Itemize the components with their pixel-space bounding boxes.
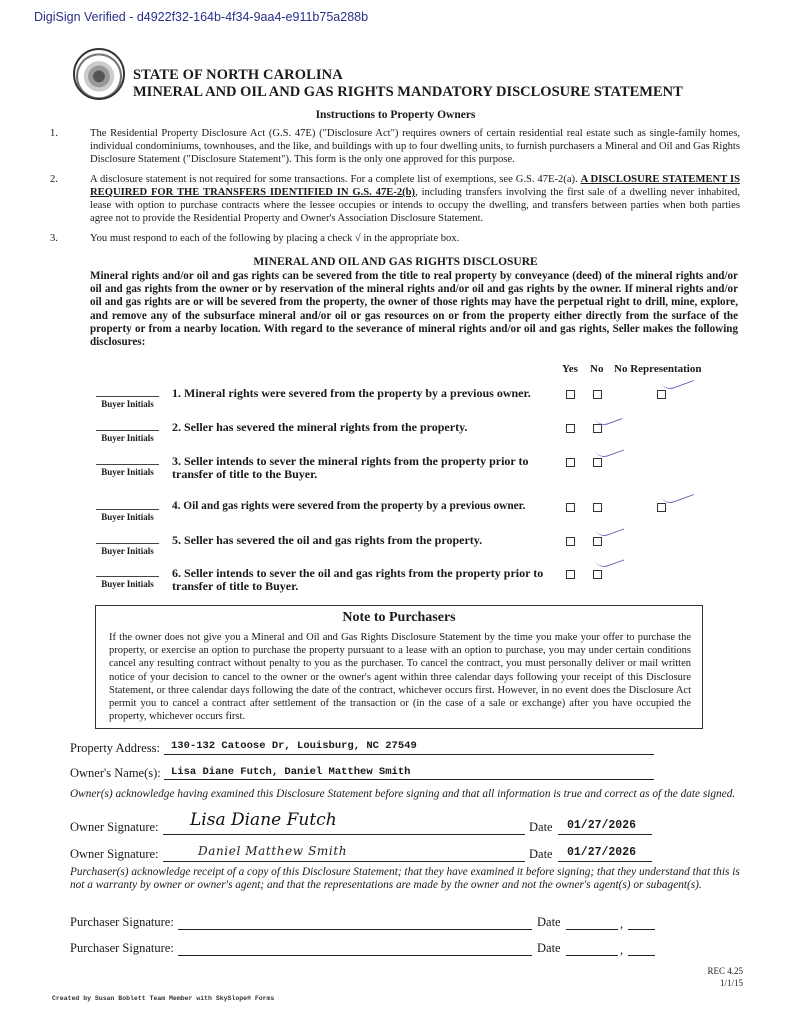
purchaser-signature-label: Purchaser Signature: [70,915,174,929]
purchaser-signature-1-field[interactable] [178,929,532,930]
checkbox-no[interactable] [593,503,602,512]
checkbox-no[interactable] [593,424,602,433]
note-body: If the owner does not give you a Mineral and Oil and Gas Rights Disclosure Statement by the time you make your offer to purchase the property, or exercise an option to purchase the property pursuant to a lease with an option to purchase, you may under certain conditions cancel any resulting contract without penalty to you as the purchaser. To cancel the contract, you must personally deliver or mail written notice of your decision to cancel to the owner or the owner's agent within three calendar days following your receipt of this Disclosure Statement, or three calendar days following the date of the contract, whichever occurs first. However, in no event does the Disclosure Act permit you to cancel a contract after settlement of the transaction or (in the case of a sale or exchange) after you have occupied the property, whichever occurs first. [109,632,691,723]
question-text: 4. Oil and gas rights were severed from the property by a previous owner. [172,500,526,512]
property-address-label: Property Address: [70,741,160,755]
document-title: MINERAL AND OIL AND GAS RIGHTS MANDATORY DISCLOSURE STATEMENT [133,84,683,100]
instruction-item-1 [50,128,740,167]
date-label: Date [537,915,561,929]
state-seal-icon [73,48,125,100]
disclosure-body: Mineral rights and/or oil and gas rights can be severed from the title to real property by conveyance (deed) of the mineral rights and/or oil and gas rights from the owner or by reservation of the mineral rights and/or oil and gas rights by the owner. If mineral rights and/or oil and gas rights are or will be severed from the property, the owner of those rights may have the perpetual right to drill, mine, explore, and remove any of the subsurface mineral and/or oil or gas resources on or from the property either directly from the surface of the property or from a nearby location. With regard to the severance of mineral rights and/or oil and gas rights, Seller makes the following disclosures: [90,270,738,349]
buyer-initials-field[interactable]: Buyer Initials [96,396,159,409]
form-code-date: 1/1/15 [719,978,743,988]
question-text: 6. Seller intends to sever the oil and gas rights from the property prior to transfer of title to Buyer. [172,566,544,593]
instruction-text: You must respond to each of the following by placing a check √ in the appropriate box. [90,233,460,244]
property-address-field[interactable]: 130-132 Catoose Dr, Louisburg, NC 27549 [171,740,417,752]
form-code [707,965,743,989]
purchaser-acknowledgement: Purchaser(s) acknowledge receipt of a copy of this Disclosure Statement; that they have examined it before signing; that they understand that this is not a warranty by owner or owner's agent; and that the representations are made by the owner and not the owner's agent(s) or subagent(s). [70,866,740,891]
purchaser-signature-1-year-field[interactable] [628,929,655,930]
question-text: 5. Seller has severed the oil and gas rights from the property. [172,533,483,547]
date-separator: , [620,917,624,931]
checkbox-yes[interactable] [566,458,575,467]
created-by-footer: Created by Susan Boblett Team Member with SkySlope® Forms [52,995,275,1002]
checkbox-yes[interactable] [566,503,575,512]
purchaser-signature-label: Purchaser Signature: [70,941,174,955]
purchaser-signature-1-date-field[interactable] [566,929,618,930]
note-title: Note to Purchasers [342,610,456,625]
instruction-text-pre: A disclosure statement is not required for some transactions. For a complete list of exemptions, see G.S. 47E-2(a). [90,174,581,185]
disclosure-question-row [96,500,736,534]
note-to-purchasers-box [95,605,703,729]
column-header-no-representation: No Representation [614,363,702,375]
purchaser-signature-2-date-field[interactable] [566,955,618,956]
disclosure-question-row [96,387,736,421]
question-text: 2. Seller has severed the mineral rights from the property. [172,420,468,434]
disclosure-question-row [96,567,736,605]
date-line [558,834,652,835]
instruction-number: 2. [50,174,58,185]
owner-signature-2-date[interactable]: 01/27/2026 [567,846,637,859]
owner-names-line [164,779,654,780]
instruction-text: The Residential Property Disclosure Act (G.S. 47E) ("Disclosure Act") requires owners of certain residential real estate such as single-family homes, individual condominiums, townhouses, and the like, and buildings with up to four dwelling units, to furnish purchasers a Mineral and Oil and Gas Rights Disclosure Statement ("Disclosure Statement"). This form is the only one approved for this purpose. [90,128,740,165]
date-separator: , [620,943,624,957]
property-address-line [164,754,654,755]
instruction-number: 3. [50,233,58,244]
disclosure-question-row [96,534,736,568]
purchaser-signature-2-year-field[interactable] [628,955,655,956]
buyer-initials-field[interactable]: Buyer Initials [96,464,159,477]
question-text: 1. Mineral rights were severed from the property by a previous owner. [172,386,531,400]
column-header-no: No [590,363,604,375]
checkbox-yes[interactable] [566,570,575,579]
instructions-heading: Instructions to Property Owners [315,109,476,121]
checkbox-yes[interactable] [566,424,575,433]
instruction-text [90,174,740,226]
instruction-text-post: , including transfers involving the first sale of a dwelling never inhabited, lease with option to purchase contracts where the lessee occupies or intends to occupy the dwelling, and transfers between parties when both parties agree not to provide the Residential Property and Owner's Association Disclosure Statement. [90,186,740,224]
form-code-number: REC 4.25 [707,966,743,976]
digisign-verification-text: DigiSign Verified - d4922f32-164b-4f34-9aa4-e911b75a288b [34,10,369,24]
checkbox-no[interactable] [593,458,602,467]
buyer-initials-field[interactable]: Buyer Initials [96,543,159,556]
instruction-item-2 [50,174,740,226]
owner-names-label: Owner's Name(s): [70,766,161,780]
instruction-number: 1. [50,128,58,139]
owner-signature-label: Owner Signature: [70,820,159,834]
checkbox-no-representation[interactable] [657,503,666,512]
owner-signature-line [163,861,525,862]
instruction-item-3 [50,233,740,246]
instruction-required-link: A DISCLOSURE STATEMENT IS REQUIRED FOR THE TRANSFERS IDENTIFIED IN G.S. 47E-2(b) [90,174,740,198]
disclosure-question-row [96,421,736,455]
buyer-initials-field[interactable]: Buyer Initials [96,576,159,589]
owner-signature-2[interactable]: Daniel Matthew Smith [198,844,348,858]
disclosure-heading: MINERAL AND OIL AND GAS RIGHTS DISCLOSURE [253,256,538,268]
owner-acknowledgement: Owner(s) acknowledge having examined this Disclosure Statement before signing and that all information is true and correct as of the date signed. [70,788,736,800]
checkbox-no[interactable] [593,390,602,399]
owner-signature-1[interactable]: Lisa Diane Futch [190,810,337,830]
column-header-yes: Yes [562,363,578,375]
checkbox-no[interactable] [593,570,602,579]
checkbox-no[interactable] [593,537,602,546]
owner-names-field[interactable]: Lisa Diane Futch, Daniel Matthew Smith [171,766,411,778]
buyer-initials-field[interactable]: Buyer Initials [96,509,159,522]
date-label: Date [537,941,561,955]
disclosure-question-row [96,455,736,495]
question-text: 3. Seller intends to sever the mineral rights from the property prior to transfer of title to the Buyer. [172,454,529,481]
date-label: Date [529,847,553,861]
purchaser-signature-2-field[interactable] [178,955,532,956]
date-line [558,861,652,862]
buyer-initials-field[interactable]: Buyer Initials [96,430,159,443]
checkbox-yes[interactable] [566,537,575,546]
checkbox-no-representation[interactable] [657,390,666,399]
checkbox-yes[interactable] [566,390,575,399]
document-state-title: STATE OF NORTH CAROLINA [133,67,343,83]
owner-signature-label: Owner Signature: [70,847,159,861]
owner-signature-line [163,834,525,835]
date-label: Date [529,820,553,834]
owner-signature-1-date[interactable]: 01/27/2026 [567,819,637,832]
